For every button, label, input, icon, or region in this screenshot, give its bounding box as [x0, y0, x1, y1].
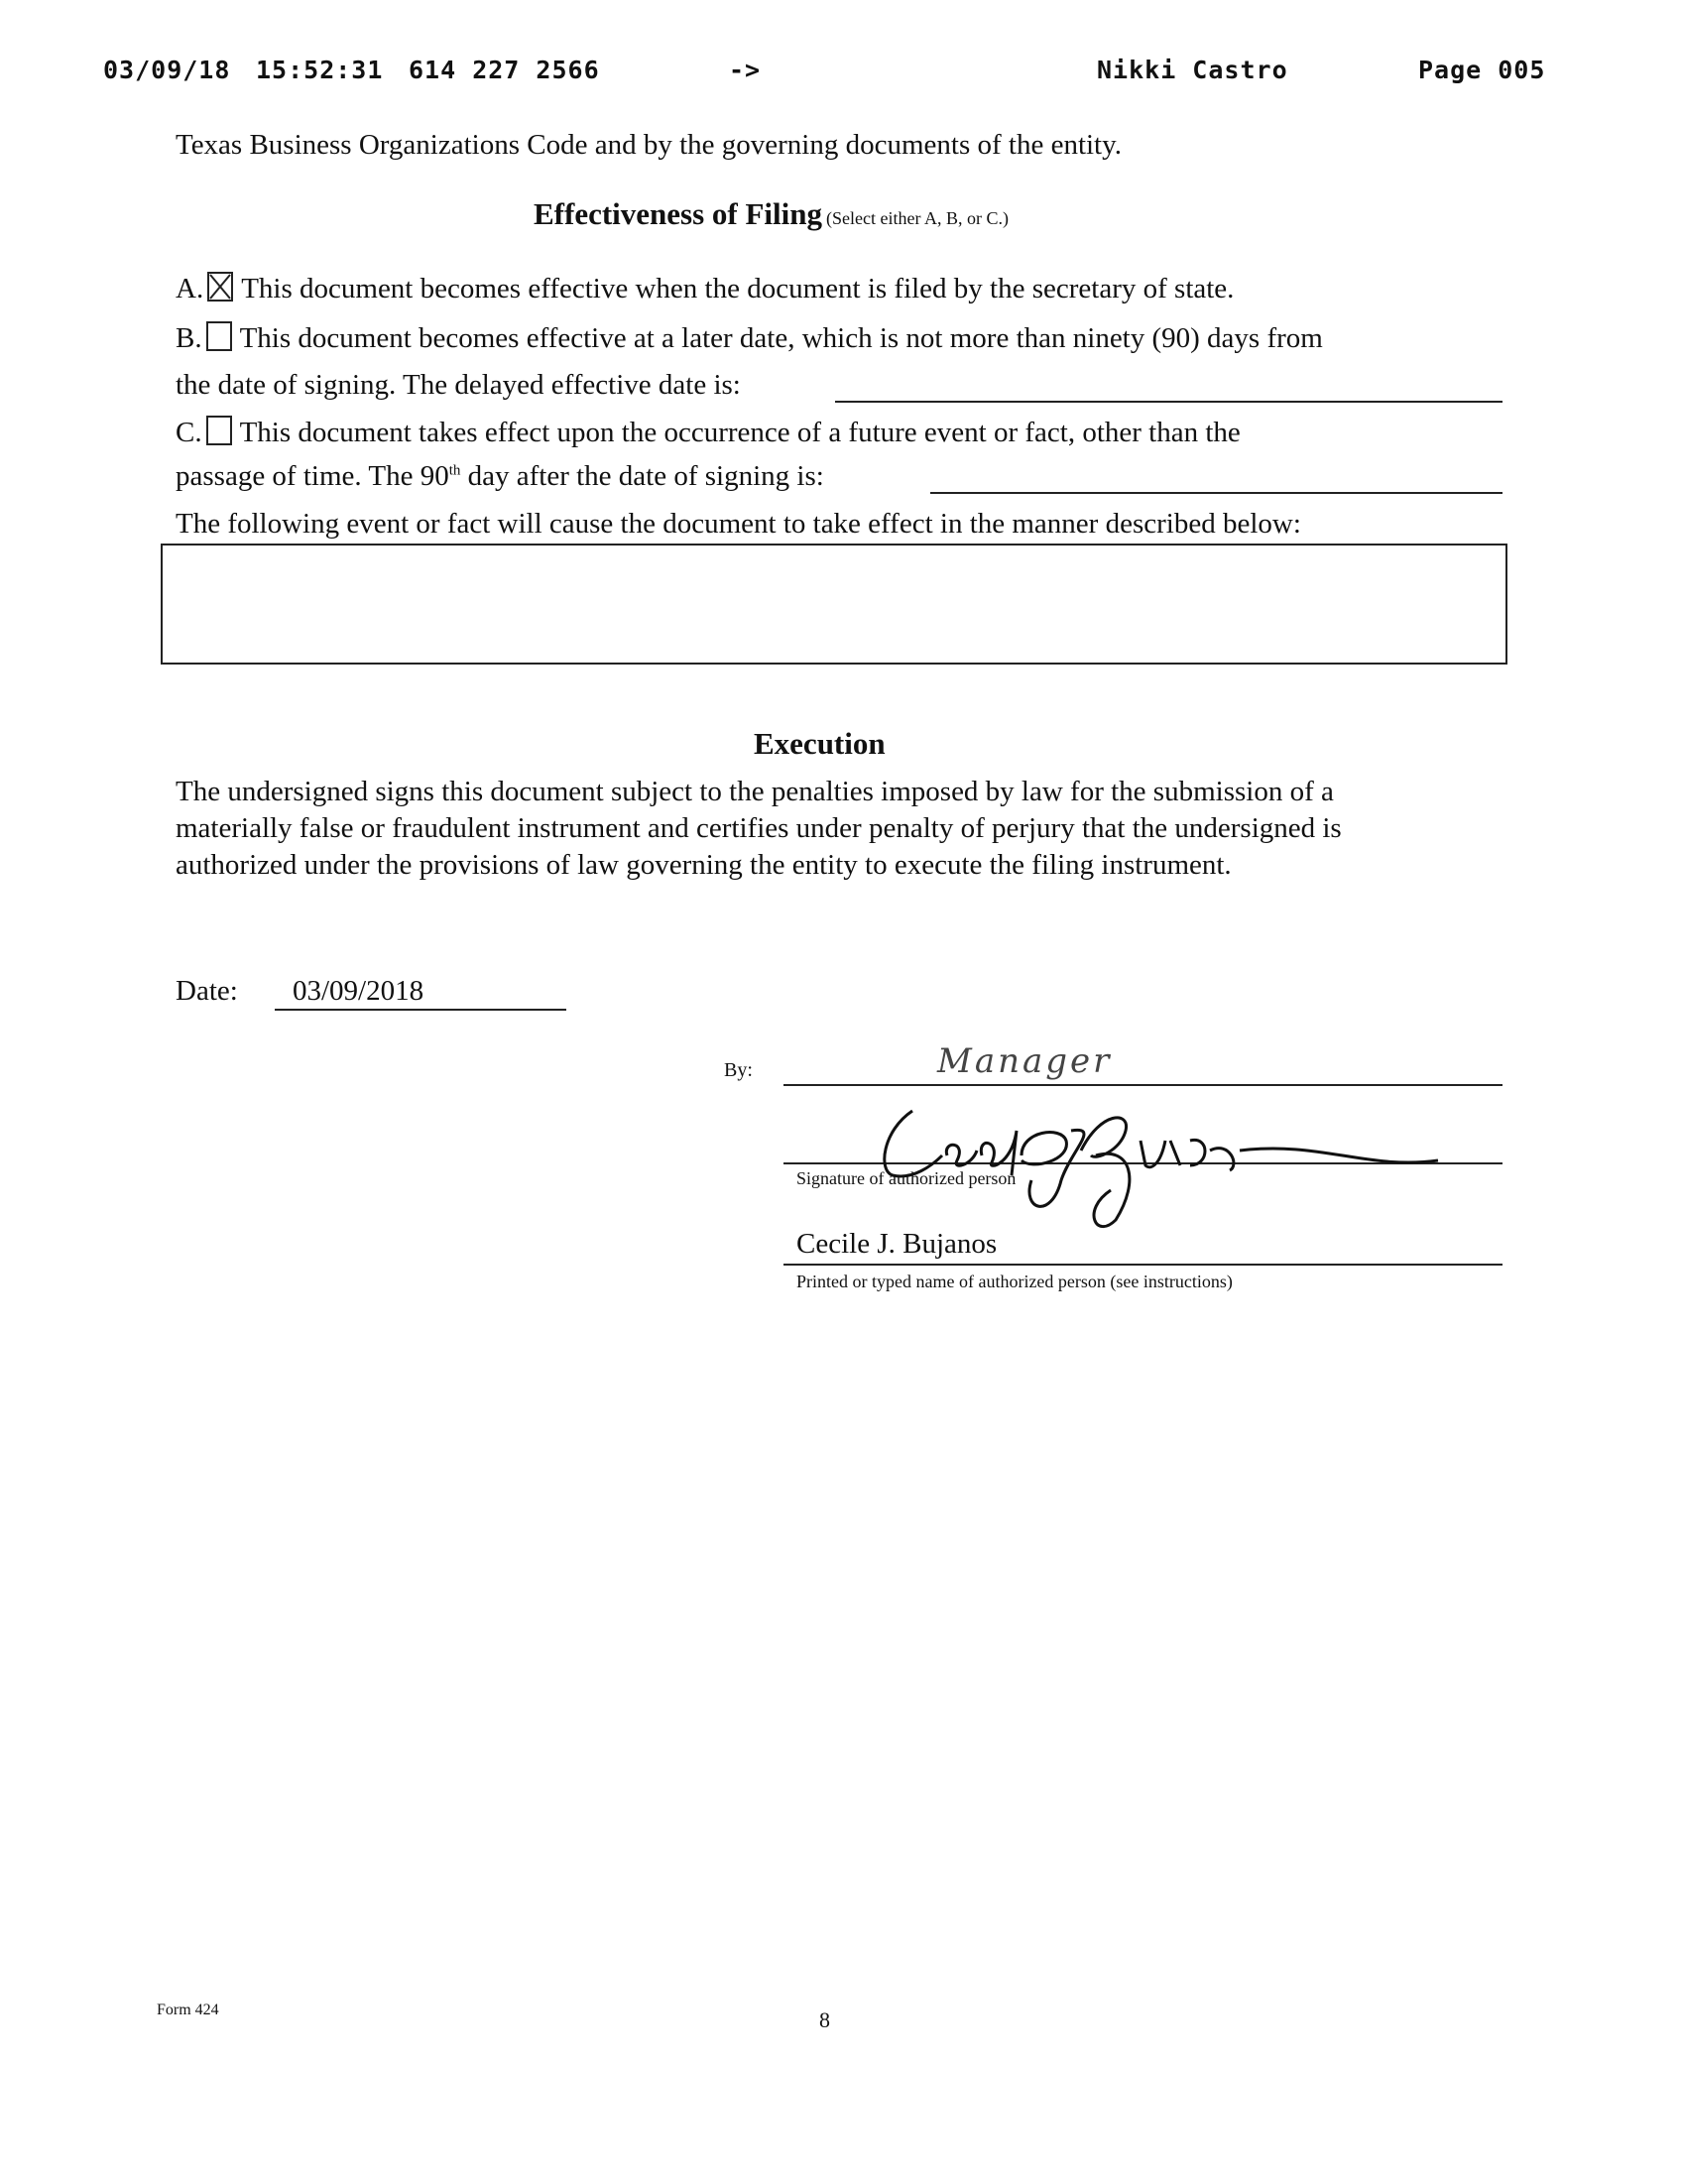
- option-b-text2: the date of signing. The delayed effective date is:: [176, 369, 741, 401]
- option-c-text: This document takes effect upon the occurrence of a future event or fact, other than the: [239, 417, 1241, 448]
- fax-date: 03/09/18: [103, 56, 231, 84]
- event-label: The following event or fact will cause the document to take effect in the manner described below:: [176, 508, 1301, 540]
- option-c-text2b: day after the date of signing is:: [460, 460, 824, 492]
- check-x-icon: [209, 274, 231, 300]
- fax-page: Page 005: [1418, 56, 1546, 84]
- fax-arrow: ->: [729, 56, 762, 84]
- event-textbox[interactable]: [161, 544, 1507, 665]
- handwritten-title: Manager: [937, 1041, 1113, 1081]
- execution-line-2: materially false or fraudulent instrument and certifies under penalty of perjury that the undersigned is: [176, 812, 1342, 844]
- effectiveness-heading: [534, 196, 1009, 232]
- option-c-letter: C.: [176, 417, 202, 448]
- form-number: Form 424: [157, 2002, 219, 2018]
- execution-title: Execution: [754, 726, 886, 761]
- printed-name-line: [783, 1264, 1503, 1266]
- option-a: [176, 272, 1234, 305]
- fax-time: 15:52:31: [256, 56, 384, 84]
- ninetieth-day-field[interactable]: [930, 492, 1503, 494]
- option-c: [176, 416, 1241, 449]
- option-b-checkbox[interactable]: [206, 321, 232, 351]
- execution-line-3: authorized under the provisions of law governing the entity to execute the filing instrument.: [176, 849, 1232, 881]
- option-a-letter: A.: [176, 273, 204, 304]
- option-b-letter: B.: [176, 322, 202, 354]
- option-b-text: This document becomes effective at a later date, which is not more than ninety (90) days from: [239, 322, 1323, 354]
- printed-caption: Printed or typed name of authorized person (see instructions): [796, 1272, 1233, 1291]
- effectiveness-subtitle: (Select either A, B, or C.): [826, 208, 1009, 228]
- date-label: Date:: [176, 975, 238, 1007]
- effectiveness-title: Effectiveness of Filing: [534, 196, 823, 231]
- fax-phone: 614 227 2566: [409, 56, 600, 84]
- signature-image: [873, 1071, 1448, 1230]
- option-a-checkbox[interactable]: [207, 272, 233, 302]
- delayed-date-field[interactable]: [835, 401, 1503, 403]
- intro-text: Texas Business Organizations Code and by the governing documents of the entity.: [176, 129, 1122, 161]
- printed-name[interactable]: Cecile J. Bujanos: [796, 1228, 998, 1260]
- option-c-text2a: passage of time. The 90: [176, 460, 449, 492]
- date-value[interactable]: 03/09/2018: [293, 975, 424, 1007]
- by-label: By:: [724, 1059, 753, 1081]
- option-c-checkbox[interactable]: [206, 416, 232, 445]
- option-b: [176, 321, 1323, 355]
- superscript: th: [448, 462, 461, 479]
- option-c-text2: [176, 460, 824, 493]
- fax-recipient: Nikki Castro: [1097, 56, 1288, 84]
- page-number: 8: [819, 2007, 830, 2032]
- date-underline: [275, 1009, 566, 1011]
- option-a-text: This document becomes effective when the document is filed by the secretary of state.: [241, 273, 1235, 304]
- signature-caption: Signature of authorized person: [796, 1168, 1017, 1188]
- execution-line-1: The undersigned signs this document subject to the penalties imposed by law for the submission of a: [176, 776, 1334, 807]
